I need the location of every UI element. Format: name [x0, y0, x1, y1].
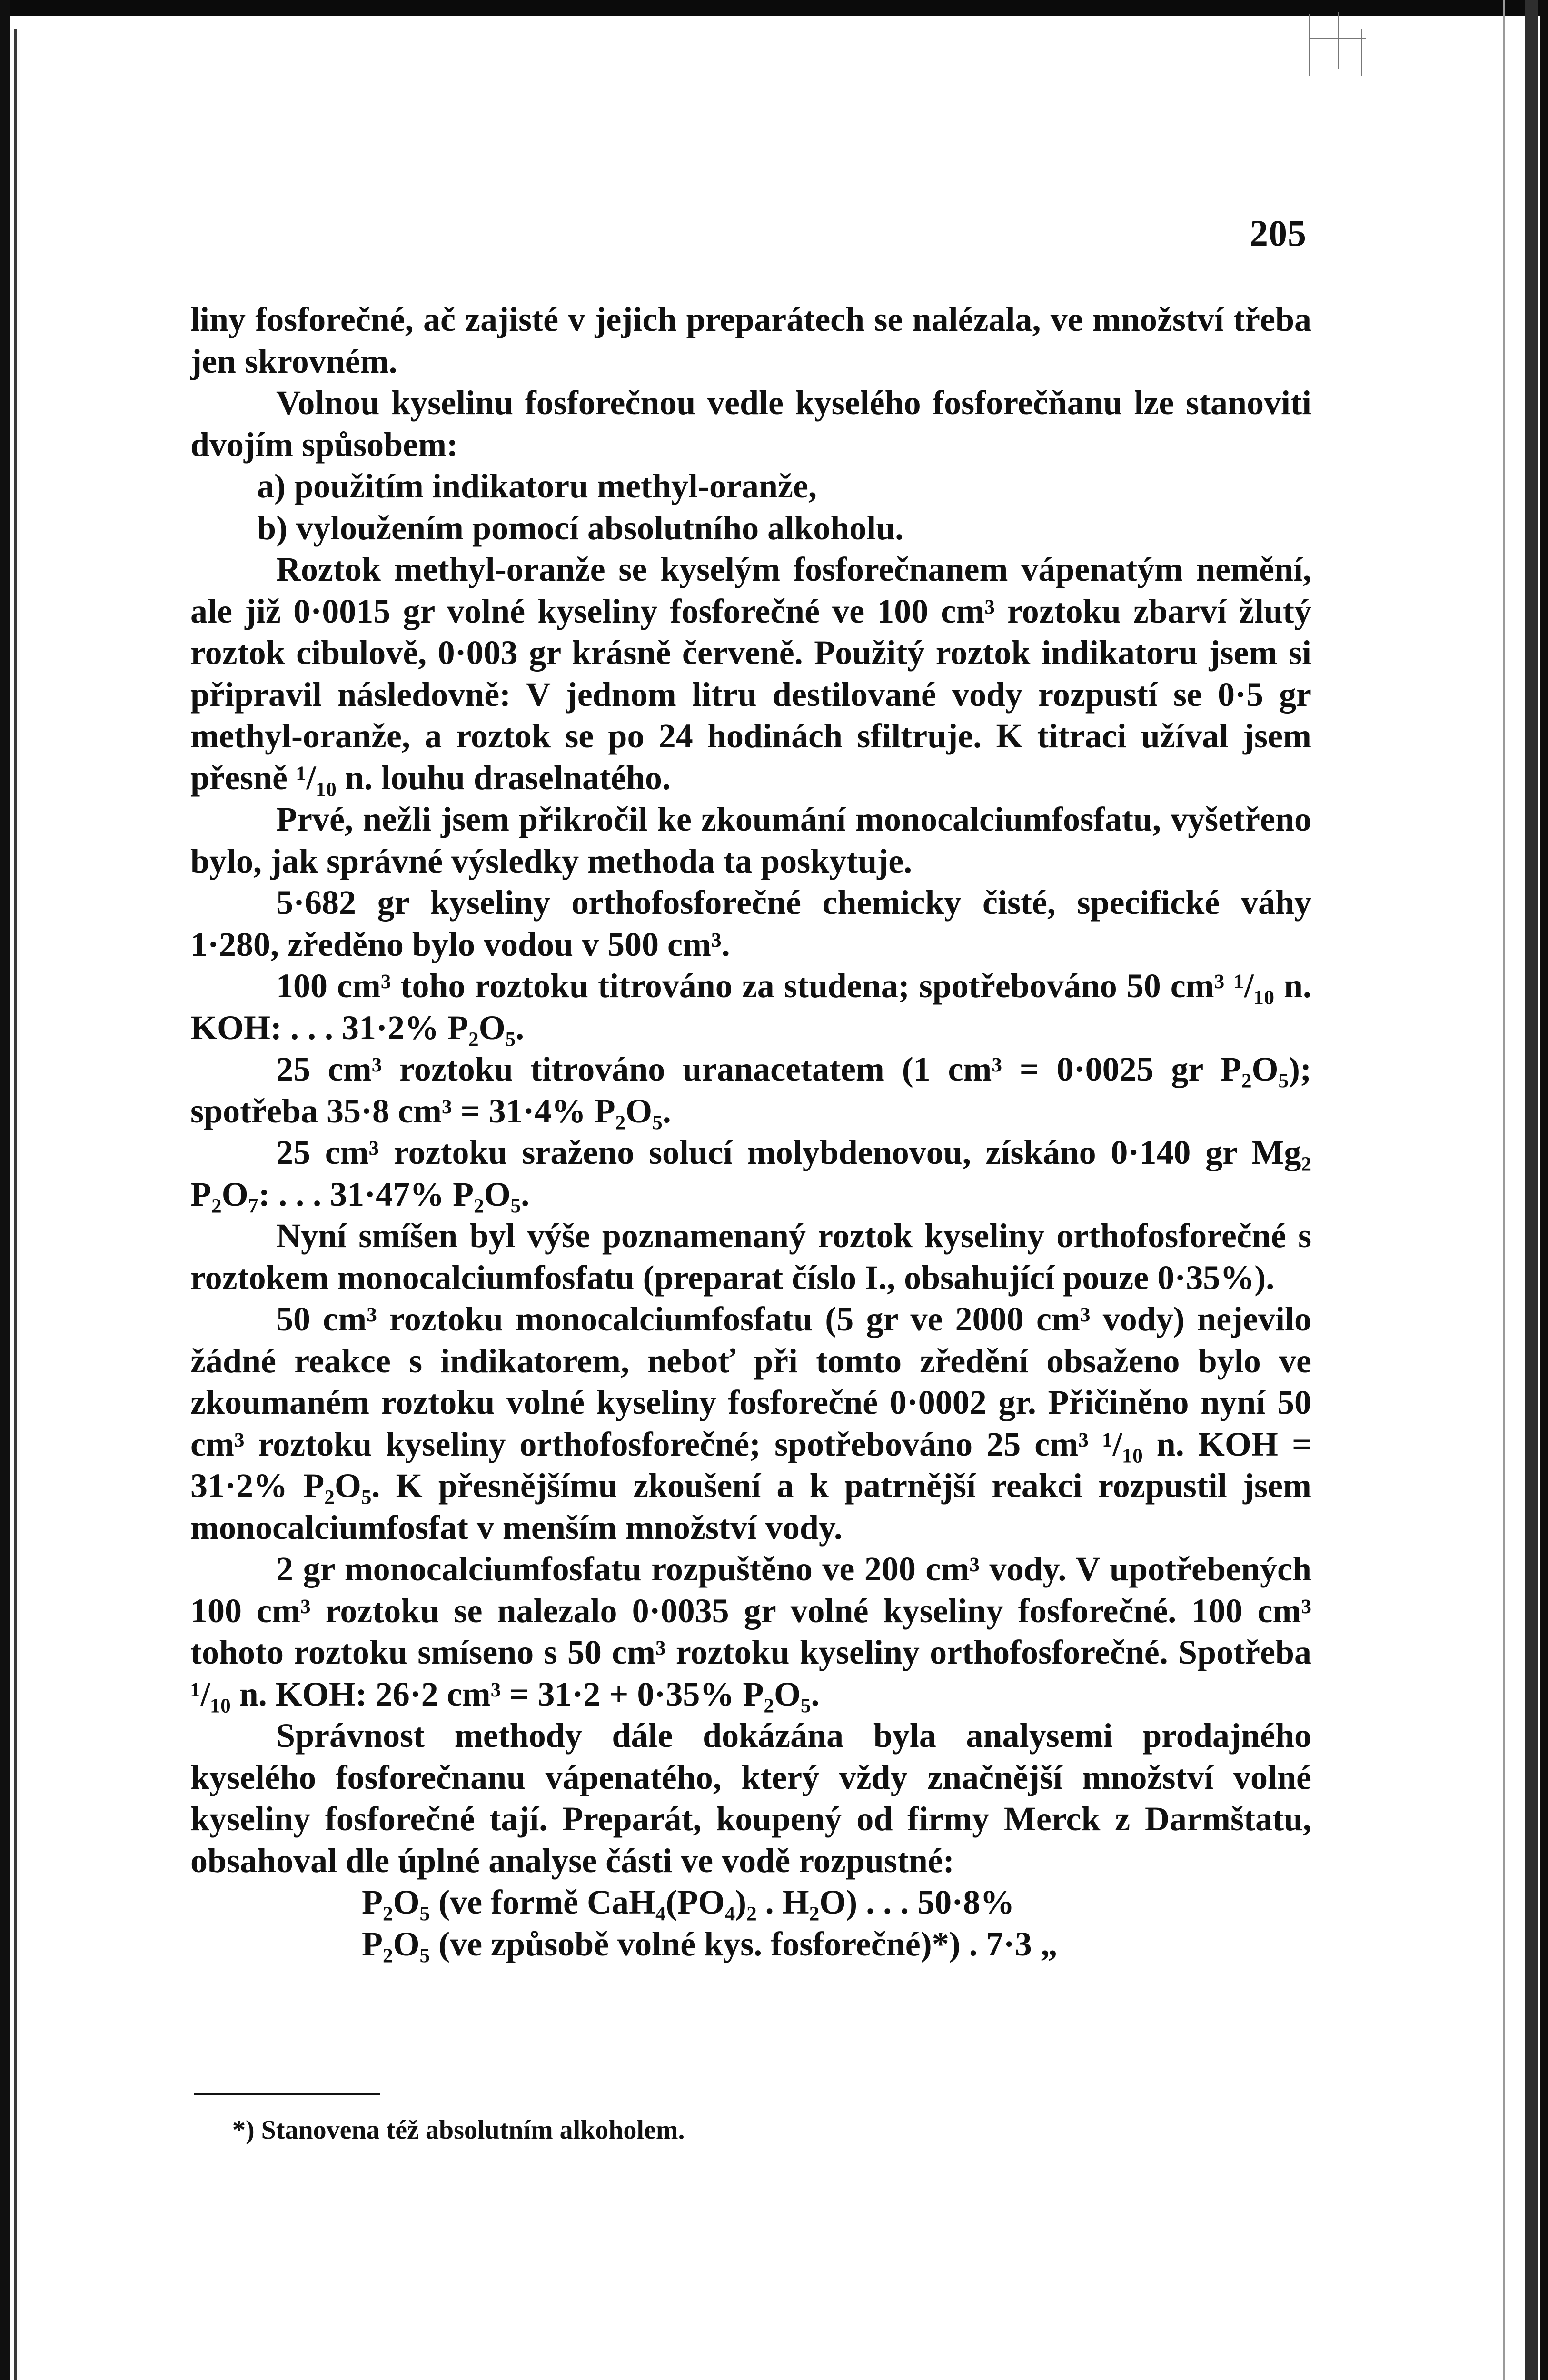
composition-row-bound: P₂O₅ (ve formě CaH₄(PO₄)₂ . H₂O) . . . 50·8% — [362, 1883, 1015, 1921]
paragraph-commercial-analysis: Správnost methody dále dokázána byla analysemi prodajného kyselého fosforečnanu vápenatého, který vždy značnější množství volné kyseliny fosforečné tají. Preparát, koupený od firmy Merck z Darmštatu, obsahoval dle úplné analyse části ve vodě rozpustné: — [190, 1716, 1311, 1880]
scan-frame-right — [1540, 0, 1548, 2380]
paragraph-molybdenum: 25 cm³ roztoku sraženo solucí molybdenovou, získáno 0·140 gr Mg₂ P₂O₇: . . . 31·47% P₂O₅. — [190, 1133, 1311, 1213]
paragraph-concentrated-test: 2 gr monocalciumfosfatu rozpuštěno ve 200 cm³ vody. V upotřebených 100 cm³ roztoku se nalezalo 0·0035 gr volné kyseliny fosforečné. 100 cm³ tohoto roztoku smíseno s 50 cm³ roztoku kyseliny orthofosforečné. Spotřeba ¹/₁₀ n. KOH: 26·2 cm³ = 31·2 + 0·35% P₂O₅. — [190, 1550, 1311, 1713]
paragraph-titration-uranium: 25 cm³ roztoku titrováno uranacetatem (1 cm³ = 0·0025 gr P₂O₅); spotřeba 35·8 cm³ = 31·4% P₂O₅. — [190, 1050, 1311, 1130]
paragraph-continuation: liny fosforečné, ač zajisté v jejich preparátech se nalézala, ve množství třeba jen skrovném. — [190, 300, 1311, 380]
page-number: 205 — [1250, 212, 1307, 254]
scan-frame-left-shadow — [14, 29, 17, 2380]
paragraph-acid-sample: 5·682 gr kyseliny orthofosforečné chemicky čisté, specifické váhy 1·280, zředěno bylo vodou v 500 cm³. — [190, 883, 1311, 963]
composition-row-free: P₂O₅ (ve způsobě volné kys. fosforečné)*) . 7·3 „ — [362, 1924, 1058, 1963]
page-body — [190, 299, 1311, 1965]
scan-frame-right-edge — [1503, 0, 1505, 2380]
paragraph-monocalcium-test: 50 cm³ roztoku monocalciumfosfatu (5 gr ve 2000 cm³ vody) nejevilo žádné reakce s indikatorem, neboť při tomto zředění obsaženo bylo ve zkoumaném roztoku volné kyseliny fosforečné 0·0002 gr. Přičiněno nyní 50 cm³ roztoku kyseliny orthofosforečné; spotřebováno 25 cm³ ¹/₁₀ n. KOH = 31·2% P₂O₅. K přesnějšímu zkoušení a k patrnější reakci rozpustil jsem monocalciumfosfat v menším množství vody. — [190, 1300, 1311, 1547]
paragraph-methods-intro: Volnou kyselinu fosforečnou vedle kyselého fosforečňanu lze stanoviti dvojím spůsobem: — [190, 384, 1311, 464]
scan-frame-right-shadow — [1525, 0, 1538, 2380]
scan-frame-left — [0, 0, 10, 2380]
method-item-b: b) vyloužením pomocí absolutního alkoholu. — [257, 508, 904, 547]
paragraph-mixture: Nyní smíšen byl výše poznamenaný roztok kyseliny orthofosforečné s roztokem monocalciumfosfatu (preparat číslo I., obsahující pouze 0·35%). — [190, 1217, 1311, 1297]
footnote: *) Stanovena též absolutním alkoholem. — [232, 2115, 685, 2145]
paragraph-titration-koh: 100 cm³ toho roztoku titrováno za studena; spotřebováno 50 cm³ ¹/₁₀ n. KOH: . . . 31·2% P₂O₅. — [190, 967, 1311, 1047]
footnote-rule — [194, 2093, 380, 2095]
paragraph-verification: Prvé, nežli jsem přikročil ke zkoumání monocalciumfosfatu, vyšetřeno bylo, jak správné výsledky methoda ta poskytuje. — [190, 800, 1311, 880]
method-item-a: a) použitím indikatoru methyl-oranže, — [257, 467, 817, 505]
scan-corner-marks — [1304, 10, 1495, 81]
paragraph-indicator: Roztok methyl-oranže se kyselým fosforečnanem vápenatým nemění, ale již 0·0015 gr volné kyseliny fosforečné ve 100 cm³ roztoku zbarví žlutý roztok cibulově, 0·003 gr krásně červeně. Použitý roztok indikatoru jsem si připravil následovně: V jednom litru destilované vody rozpustí se 0·5 gr methyl-oranže, a roztok se po 24 hodinách sfiltruje. K titraci užíval jsem přesně ¹/₁₀ n. louhu draselnatého. — [190, 550, 1311, 797]
